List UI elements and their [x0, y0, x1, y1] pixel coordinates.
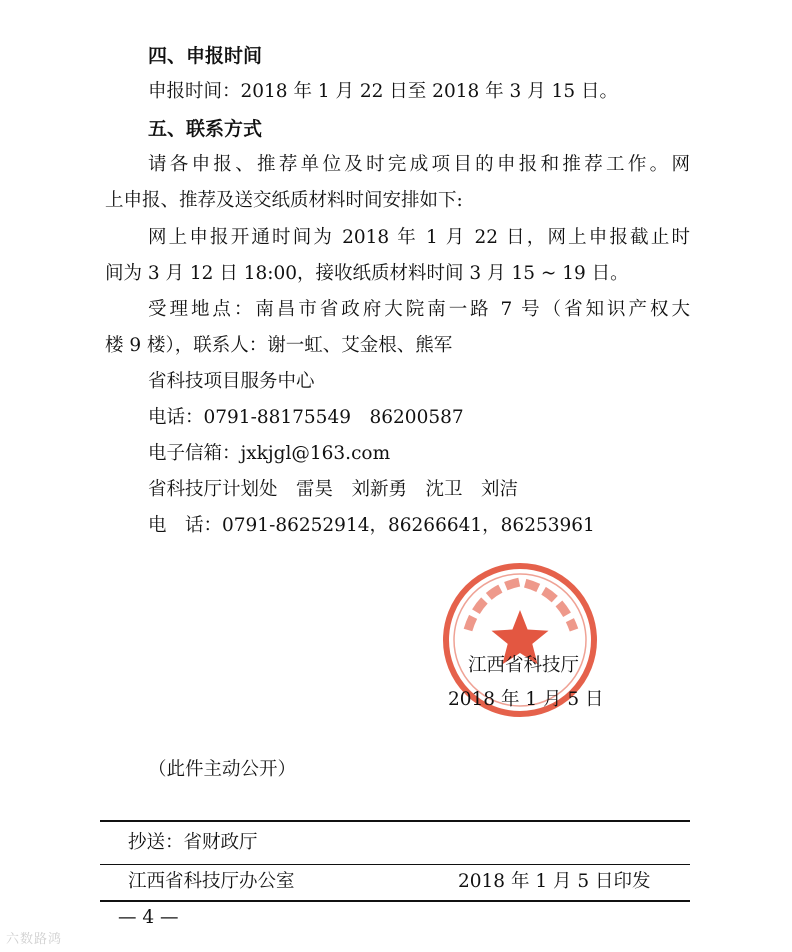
planning-dept-contacts: 省科技厅计划处 雷昊 刘新勇 沈卫 刘洁	[148, 479, 519, 500]
application-period-text: 申报时间：2018 年 1 月 22 日至 2018 年 3 月 15 日。	[148, 81, 618, 102]
paragraph-1-line-2: 上申报、推荐及送交纸质材料时间安排如下:	[105, 190, 463, 211]
paragraph-3-line-2: 楼 9 楼），联系人：谢一虹、艾金根、熊军	[105, 335, 453, 356]
issuing-office: 江西省科技厅办公室	[128, 871, 295, 892]
footer-top-rule	[100, 820, 690, 822]
service-center-name: 省科技项目服务中心	[148, 371, 315, 392]
section-5-heading: 五、联系方式	[148, 118, 263, 140]
service-center-phone: 电话：0791-88175549 86200587	[148, 407, 464, 428]
cc-recipient: 抄送：省财政厅	[128, 832, 258, 853]
issue-date: 2018 年 1 月 5 日印发	[458, 871, 651, 892]
contact-email: 电子信箱：jxkjgl@163.com	[148, 443, 391, 464]
footer-middle-rule	[100, 864, 690, 865]
paragraph-3-line-1: 受理地点：南昌市省政府大院南一路 7 号（省知识产权大	[148, 299, 690, 320]
planning-dept-phone: 电 话：0791-86252914，86266641，86253961	[148, 515, 595, 536]
page-number: — 4 —	[118, 907, 179, 928]
footer-bottom-rule	[100, 900, 690, 902]
signature-date: 2018 年 1 月 5 日	[448, 689, 604, 710]
paragraph-2-line-2: 间为 3 月 12 日 18:00，接收纸质材料时间 3 月 15 ~ 19 日。	[105, 263, 629, 284]
paragraph-1-line-1: 请各申报、推荐单位及时完成项目的申报和推荐工作。网	[148, 154, 690, 175]
section-4-heading: 四、申报时间	[148, 45, 263, 67]
disclosure-note: （此件主动公开）	[148, 759, 297, 780]
paragraph-2-line-1: 网上申报开通时间为 2018 年 1 月 22 日，网上申报截止时	[148, 227, 690, 248]
watermark: 六数路鸿	[6, 932, 63, 947]
issuing-organization: 江西省科技厅	[468, 655, 580, 676]
